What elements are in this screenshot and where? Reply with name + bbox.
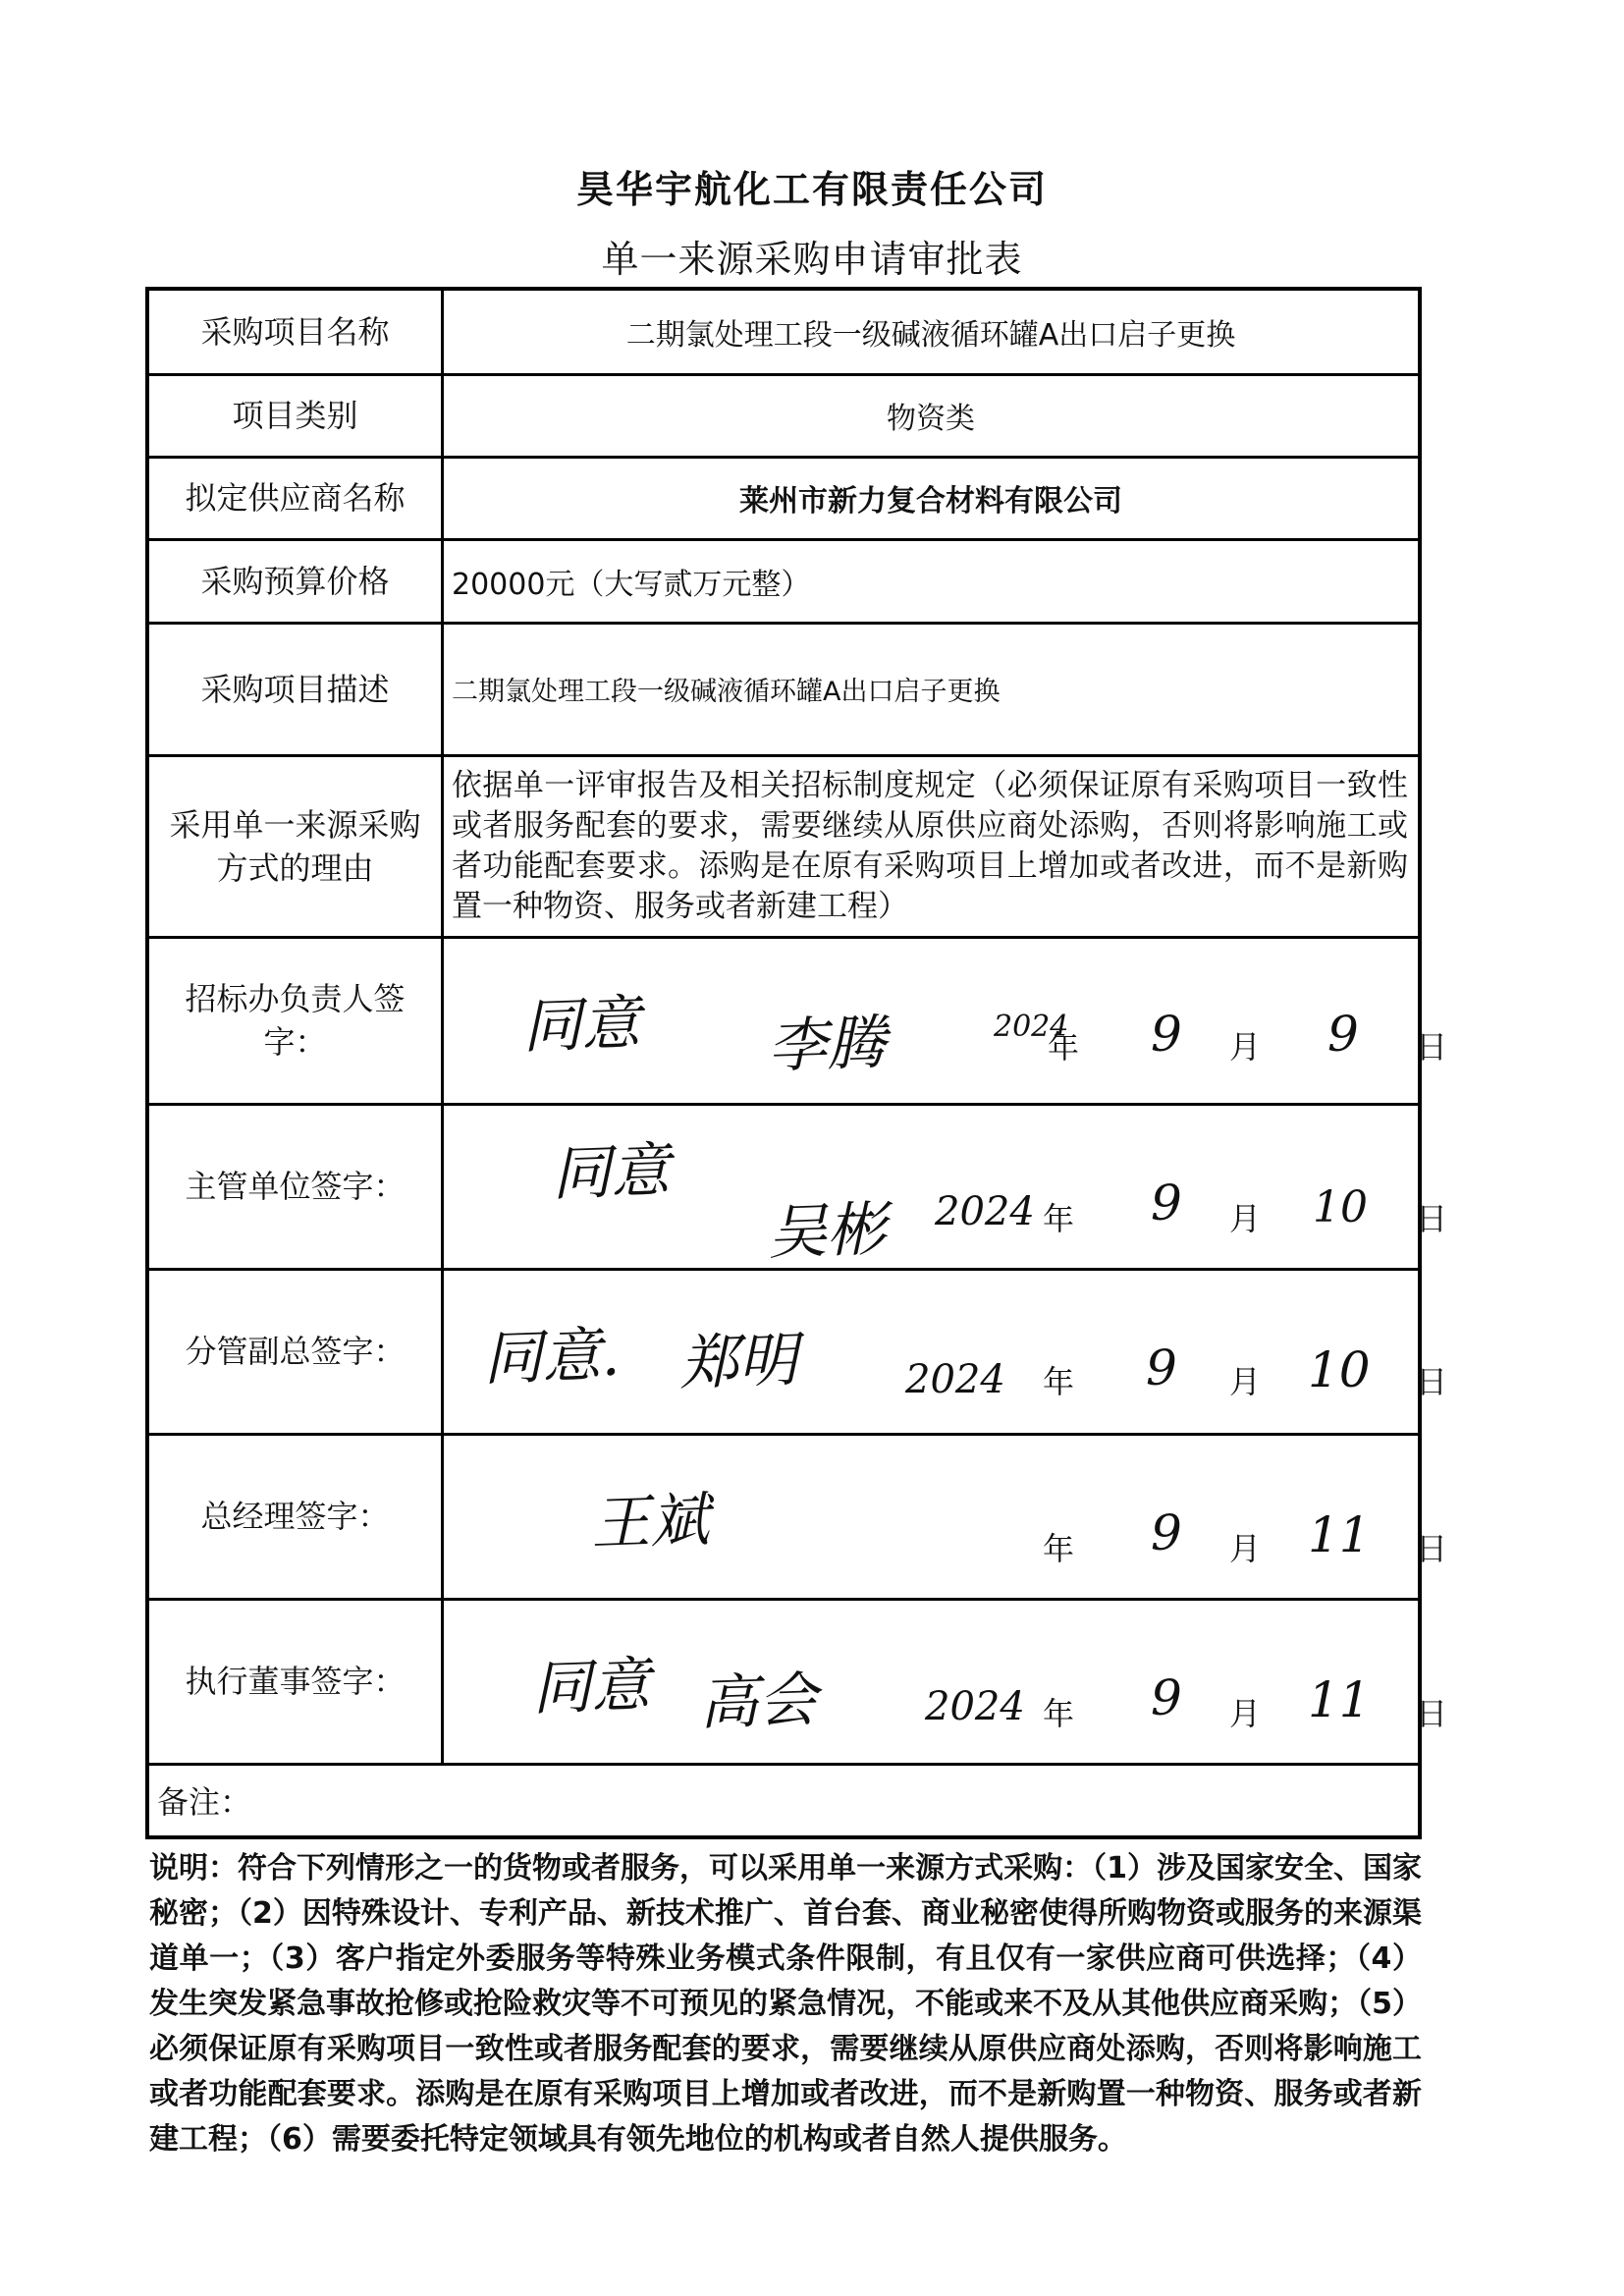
row-budget bbox=[147, 539, 1420, 623]
signature-cell bbox=[443, 937, 1448, 1104]
description-label: 采购项目描述 bbox=[147, 623, 443, 755]
remarks-cell bbox=[147, 1764, 1420, 1837]
category-value: 物资类 bbox=[443, 374, 1421, 457]
row-signature-bidding-office bbox=[147, 937, 1420, 1104]
handwritten-opinion: 同意 bbox=[550, 1135, 672, 1209]
row-signature-gm bbox=[147, 1434, 1420, 1599]
signature-cell bbox=[443, 1269, 1448, 1434]
reason-value: 依据单一评审报告及相关招标制度规定（必须保证原有采购项目一致性或者服务配套的要求，需要继续从原供应商处添购，否则将影响施工或者功能配套要求。添购是在原有采购项目上增加或者改进，而不是新购置一种物资、服务或者新建工程） bbox=[443, 755, 1421, 937]
row-reason bbox=[147, 755, 1420, 937]
handwritten-month: 9 bbox=[1151, 1005, 1182, 1063]
handwritten-signature: 郑明 bbox=[677, 1325, 799, 1398]
signature-label: 招标办负责人签字： bbox=[147, 937, 443, 1104]
handwritten-signature: 吴彬 bbox=[766, 1194, 888, 1268]
reason-label: 采用单一来源采购方式的理由 bbox=[147, 755, 443, 937]
approval-form-table bbox=[145, 287, 1448, 1839]
row-description bbox=[147, 623, 1420, 755]
signature-cell bbox=[443, 1104, 1448, 1269]
project-name-label: 采购项目名称 bbox=[147, 289, 443, 374]
signature-label: 主管单位签字： bbox=[147, 1104, 443, 1269]
handwritten-month: 9 bbox=[1151, 1503, 1182, 1561]
day-unit: 日 bbox=[1416, 1027, 1448, 1066]
month-unit: 月 bbox=[1229, 1027, 1262, 1066]
year-unit: 年 bbox=[1048, 1027, 1080, 1066]
handwritten-year: 2024 bbox=[905, 1356, 1005, 1402]
handwritten-year: 2024 bbox=[994, 1009, 1069, 1044]
handwritten-signature: 李腾 bbox=[766, 1008, 888, 1081]
row-remarks bbox=[147, 1764, 1420, 1837]
month-unit: 月 bbox=[1229, 1199, 1262, 1237]
row-category bbox=[147, 374, 1420, 457]
handwritten-month: 9 bbox=[1151, 1668, 1182, 1726]
handwritten-day: 11 bbox=[1308, 1670, 1371, 1728]
remarks-label: 备注： bbox=[157, 1783, 252, 1822]
day-unit: 日 bbox=[1416, 1694, 1448, 1732]
supplier-value: 莱州市新力复合材料有限公司 bbox=[443, 457, 1421, 539]
budget-value: 20000元（大写贰万元整） bbox=[443, 539, 1421, 623]
signature-cell bbox=[443, 1434, 1448, 1599]
handwritten-month: 9 bbox=[1146, 1339, 1177, 1396]
handwritten-year: 2024 bbox=[935, 1188, 1035, 1234]
project-name-value: 二期氯处理工段一级碱液循环罐A出口启子更换 bbox=[443, 289, 1421, 374]
signature-label: 执行董事签字： bbox=[147, 1599, 443, 1764]
handwritten-year: 2024 bbox=[925, 1683, 1025, 1729]
description-value: 二期氯处理工段一级碱液循环罐A出口启子更换 bbox=[443, 623, 1421, 755]
year-unit: 年 bbox=[1043, 1199, 1075, 1237]
month-unit: 月 bbox=[1229, 1362, 1262, 1400]
handwritten-month: 9 bbox=[1151, 1174, 1182, 1231]
year-unit: 年 bbox=[1043, 1362, 1075, 1400]
row-project-name bbox=[147, 289, 1420, 374]
year-unit: 年 bbox=[1043, 1529, 1075, 1567]
row-signature-executive-director bbox=[147, 1599, 1420, 1764]
day-unit: 日 bbox=[1416, 1529, 1448, 1567]
row-signature-department bbox=[147, 1104, 1420, 1269]
month-unit: 月 bbox=[1229, 1529, 1262, 1567]
row-signature-vice-gm bbox=[147, 1269, 1420, 1434]
handwritten-day: 10 bbox=[1308, 1340, 1371, 1398]
budget-label: 采购预算价格 bbox=[147, 539, 443, 623]
footnote-explanation: 说明：符合下列情形之一的货物或者服务，可以采用单一来源方式采购：（1）涉及国家安全、国家秘密；（2）因特殊设计、专利产品、新技术推广、首台套、商业秘密使得所购物资或服务的来源渠道单一；（3）客户指定外委服务等特殊业务模式条件限制，有且仅有一家供应商可供选择；（4）发生突发紧急事故抢修或抢险救灾等不可预见的紧急情况，不能或来不及从其他供应商采购；（5）必须保证原有采购项目一致性或者服务配套的要求，需要继续从原供应商处添购，否则将影响施工或者功能配套要求。添购是在原有采购项目上增加或者改进，而不是新购置一种物资、服务或者新建工程；（6）需要委托特定领域具有领先地位的机构或者自然人提供服务。 bbox=[149, 1851, 1422, 2157]
form-title: 单一来源采购申请审批表 bbox=[601, 238, 1023, 281]
month-unit: 月 bbox=[1229, 1694, 1262, 1732]
handwritten-opinion: 同意 bbox=[520, 988, 642, 1062]
handwritten-opinion: 同意. bbox=[481, 1320, 622, 1394]
handwritten-signature: 高会 bbox=[697, 1665, 819, 1738]
signature-cell bbox=[443, 1599, 1448, 1764]
handwritten-day: 10 bbox=[1313, 1181, 1368, 1232]
year-unit: 年 bbox=[1043, 1694, 1075, 1732]
company-name: 昊华宇航化工有限责任公司 bbox=[575, 168, 1048, 211]
row-supplier bbox=[147, 457, 1420, 539]
handwritten-signature: 王斌 bbox=[589, 1485, 711, 1558]
signature-label: 分管副总签字： bbox=[147, 1269, 443, 1434]
supplier-label: 拟定供应商名称 bbox=[147, 457, 443, 539]
day-unit: 日 bbox=[1416, 1199, 1448, 1237]
handwritten-opinion: 同意 bbox=[530, 1650, 652, 1723]
handwritten-day: 11 bbox=[1308, 1505, 1371, 1563]
day-unit: 日 bbox=[1416, 1362, 1448, 1400]
category-label: 项目类别 bbox=[147, 374, 443, 457]
signature-label: 总经理签字： bbox=[147, 1434, 443, 1599]
handwritten-day: 9 bbox=[1327, 1005, 1359, 1063]
